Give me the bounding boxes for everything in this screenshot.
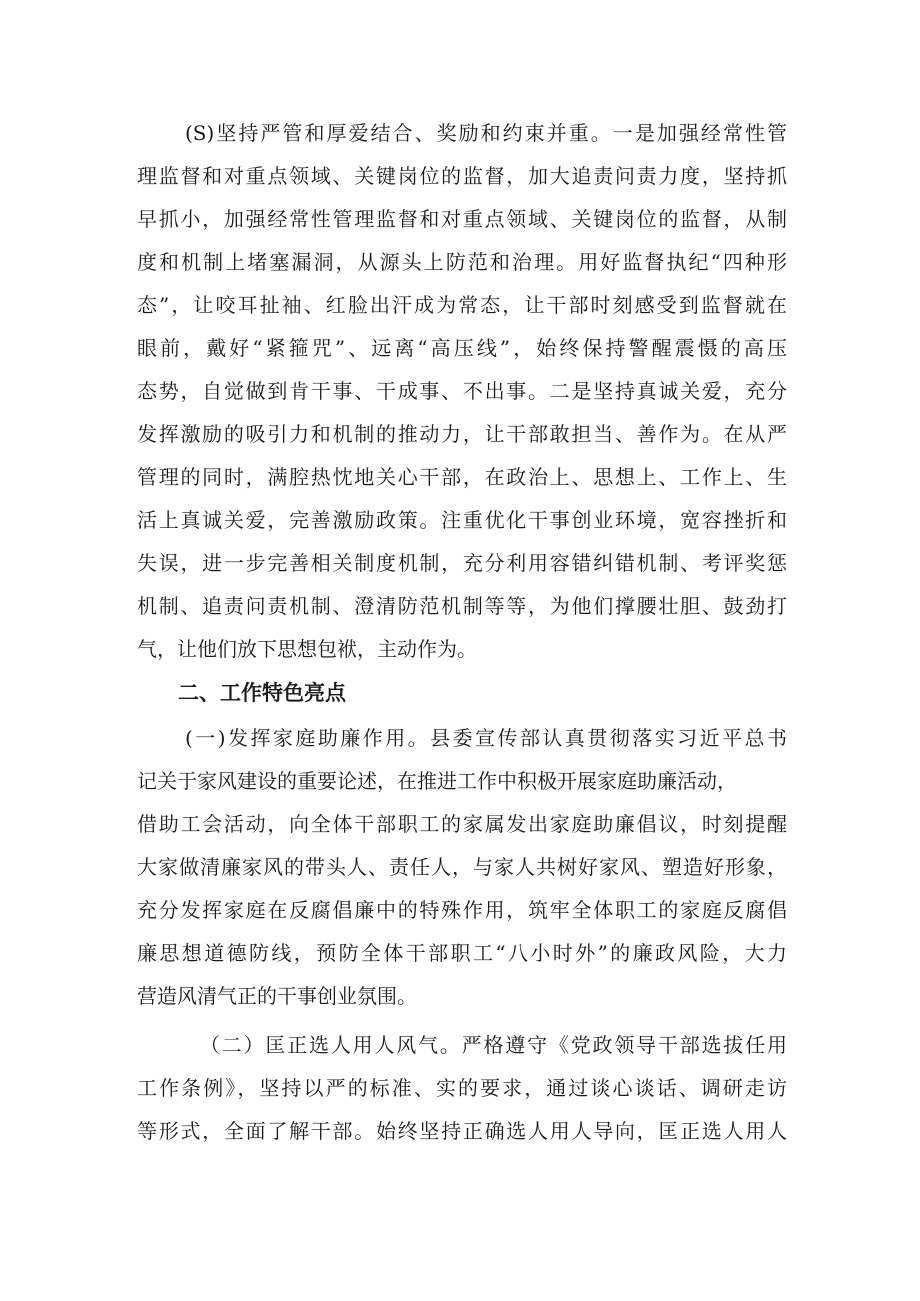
paragraph-line: 眼前，戴好“紧箍咒”、远离“高压线”，始终保持警醒震慑的高压 xyxy=(137,336,787,360)
paragraph-line: 借助工会活动，向全体干部职工的家属发出家庭助廉倡议，时刻提醒 xyxy=(137,812,787,836)
paragraph-line: 态”，让咬耳扯袖、红脸出汗成为常态，让干部时刻感受到监督就在 xyxy=(137,293,787,317)
paragraph-line: 充分发挥家庭在反腐倡廉中的特殊作用，筑牢全体职工的家庭反腐倡 xyxy=(137,898,787,922)
paragraph-line: (S)坚持严管和厚爱结合、奖励和约束并重。一是加强经常性管 xyxy=(185,121,787,145)
paragraph-line: 气，让他们放下思想包袱，主动作为。 xyxy=(137,637,477,661)
paragraph-line: 记关于家风建设的重要论述，在推进工作中积极开展家庭助廉活动， xyxy=(137,769,737,793)
paragraph-line: 等形式，全面了解干部。始终坚持正确选人用人导向，匡正选人用人 xyxy=(137,1119,787,1143)
paragraph-line: 营造风清气正的干事创业氛围。 xyxy=(137,984,417,1008)
paragraph-line: 廉思想道德防线，预防全体干部职工“八小时外”的廉政风险，大力 xyxy=(137,941,787,965)
paragraph-line: 工作条例》，坚持以严的标准、实的要求，通过谈心谈话、调研走访 xyxy=(137,1076,787,1100)
paragraph-line: 度和机制上堵塞漏洞，从源头上防范和治理。用好监督执纪“四种形 xyxy=(137,250,787,274)
paragraph-line: 机制、追责问责机制、澄清防范机制等等，为他们撑腰壮胆、鼓劲打 xyxy=(137,594,787,618)
paragraph-line: 大家做清廉家风的带头人、责任人，与家人共树好家风、塑造好形象， xyxy=(137,855,787,879)
section-heading: 二、工作特色亮点 xyxy=(178,681,346,705)
paragraph-line: 态势，自觉做到肯干事、干成事、不出事。二是坚持真诚关爱，充分 xyxy=(137,379,787,403)
paragraph-line: 失误，进一步完善相关制度机制，充分利用容错纠错机制、考评奖惩 xyxy=(137,551,787,575)
paragraph-line: （二）匡正选人用人风气。严格遵守《党政领导干部选拔任用 xyxy=(200,1033,787,1057)
paragraph-line: 活上真诚关爱，完善激励政策。注重优化干事创业环境，宽容挫折和 xyxy=(137,508,787,532)
paragraph-line: 发挥激励的吸引力和机制的推动力，让干部敢担当、善作为。在从严 xyxy=(137,422,787,446)
paragraph-line: 早抓小，加强经常性管理监督和对重点领域、关键岗位的监督，从制 xyxy=(137,207,787,231)
paragraph-line: (一)发挥家庭助廉作用。县委宣传部认真贯彻落实习近平总书 xyxy=(185,726,787,750)
paragraph-line: 理监督和对重点领域、关键岗位的监督，加大追责问责力度，坚持抓 xyxy=(137,164,787,188)
paragraph-line: 管理的同时，满腔热忱地关心干部，在政治上、思想上、工作上、生 xyxy=(137,465,787,489)
